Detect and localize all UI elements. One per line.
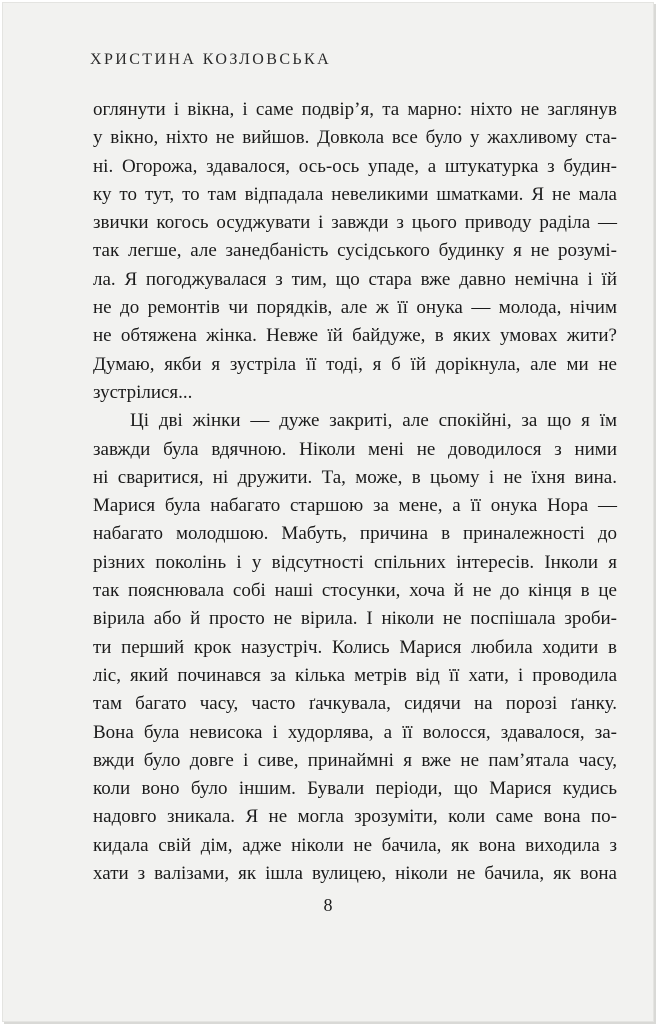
text-line: не обтяжена жінка. Невже їй байдуже, в яких умовах жити? [93, 325, 617, 347]
text-line: ліс, який починався за кілька метрів від її хати, і проводила [93, 664, 617, 686]
book-page [2, 2, 654, 1022]
text-line: ні сваритися, ні дружити. Та, може, в цьому і не їхня вина. [93, 466, 617, 488]
text-line: не до ремонтів чи порядків, але ж її онука — молода, нічим [93, 297, 617, 319]
text-line: хати з валізами, як ішла вулицею, ніколи не бачила, як вона [93, 863, 617, 885]
text-line: ти перший крок назустріч. Колись Марися любила ходити в [93, 636, 617, 658]
text-line: вжди було довге і сиве, принаймні я вже не пам’ятала часу, [93, 749, 617, 771]
text-line: так легше, але занедбаність сусідського будинку я не розумі- [93, 240, 617, 262]
paragraph-first-line: Ці дві жінки — дуже закриті, але спокійні, за що я їм [130, 410, 617, 432]
page-number: 8 [323, 895, 333, 915]
text-line: кидала свій дім, адже ніколи не бачила, як вона виходила з [93, 834, 617, 856]
text-line: завжди була вдячною. Ніколи мені не доводилося з ними [93, 438, 617, 460]
text-line: ні. Огорожа, здавалося, ось-ось упаде, а штукатурка з будин- [93, 155, 617, 177]
text-line: різних поколінь і у відсутності спільних інтересів. Інколи я [93, 551, 617, 573]
running-head: ХРИСТИНА КОЗЛОВСЬКА [90, 51, 332, 68]
text-line: Вона була невисока і худорлява, а її волосся, здавалося, за- [93, 721, 617, 743]
body-text [93, 96, 617, 888]
text-line: Думаю, якби я зустріла її тоді, я б їй дорікнула, але ми не [93, 353, 617, 375]
text-line: у вікно, ніхто не вийшов. Довкола все було у жахливому ста- [93, 127, 617, 149]
text-line: оглянути і вікна, і саме подвір’я, та марно: ніхто не заглянув [93, 99, 617, 120]
text-line: Марися була набагато старшою за мене, а її онука Нора — [93, 495, 617, 517]
text-line: ку то тут, то там відпадала невеликими шматками. Я не мала [93, 183, 617, 205]
text-line: набагато молодшою. Мабуть, причина в приналежності до [93, 523, 617, 545]
text-line: там багато часу, часто ґачкувала, сидячи на порозі ґанку. [93, 693, 617, 715]
text-line: коли воно було іншим. Бували періоди, що Марися кудись [93, 778, 617, 800]
text-line: надовго зникала. Я не могла зрозуміти, коли саме вона по- [93, 806, 617, 828]
text-line: ла. Я погоджувалася з тим, що стара вже давно немічна і їй [93, 268, 617, 290]
text-line: так пояснювала собі наші стосунки, хоча й не до кінця в це [93, 580, 617, 602]
paragraph-end-line: зустрілися... [93, 381, 193, 403]
text-line: вірила або й просто не вірила. І ніколи не поспішала зроби- [93, 608, 617, 630]
text-line: звички когось осуджувати і завжди з цього приводу раділа — [93, 212, 617, 234]
